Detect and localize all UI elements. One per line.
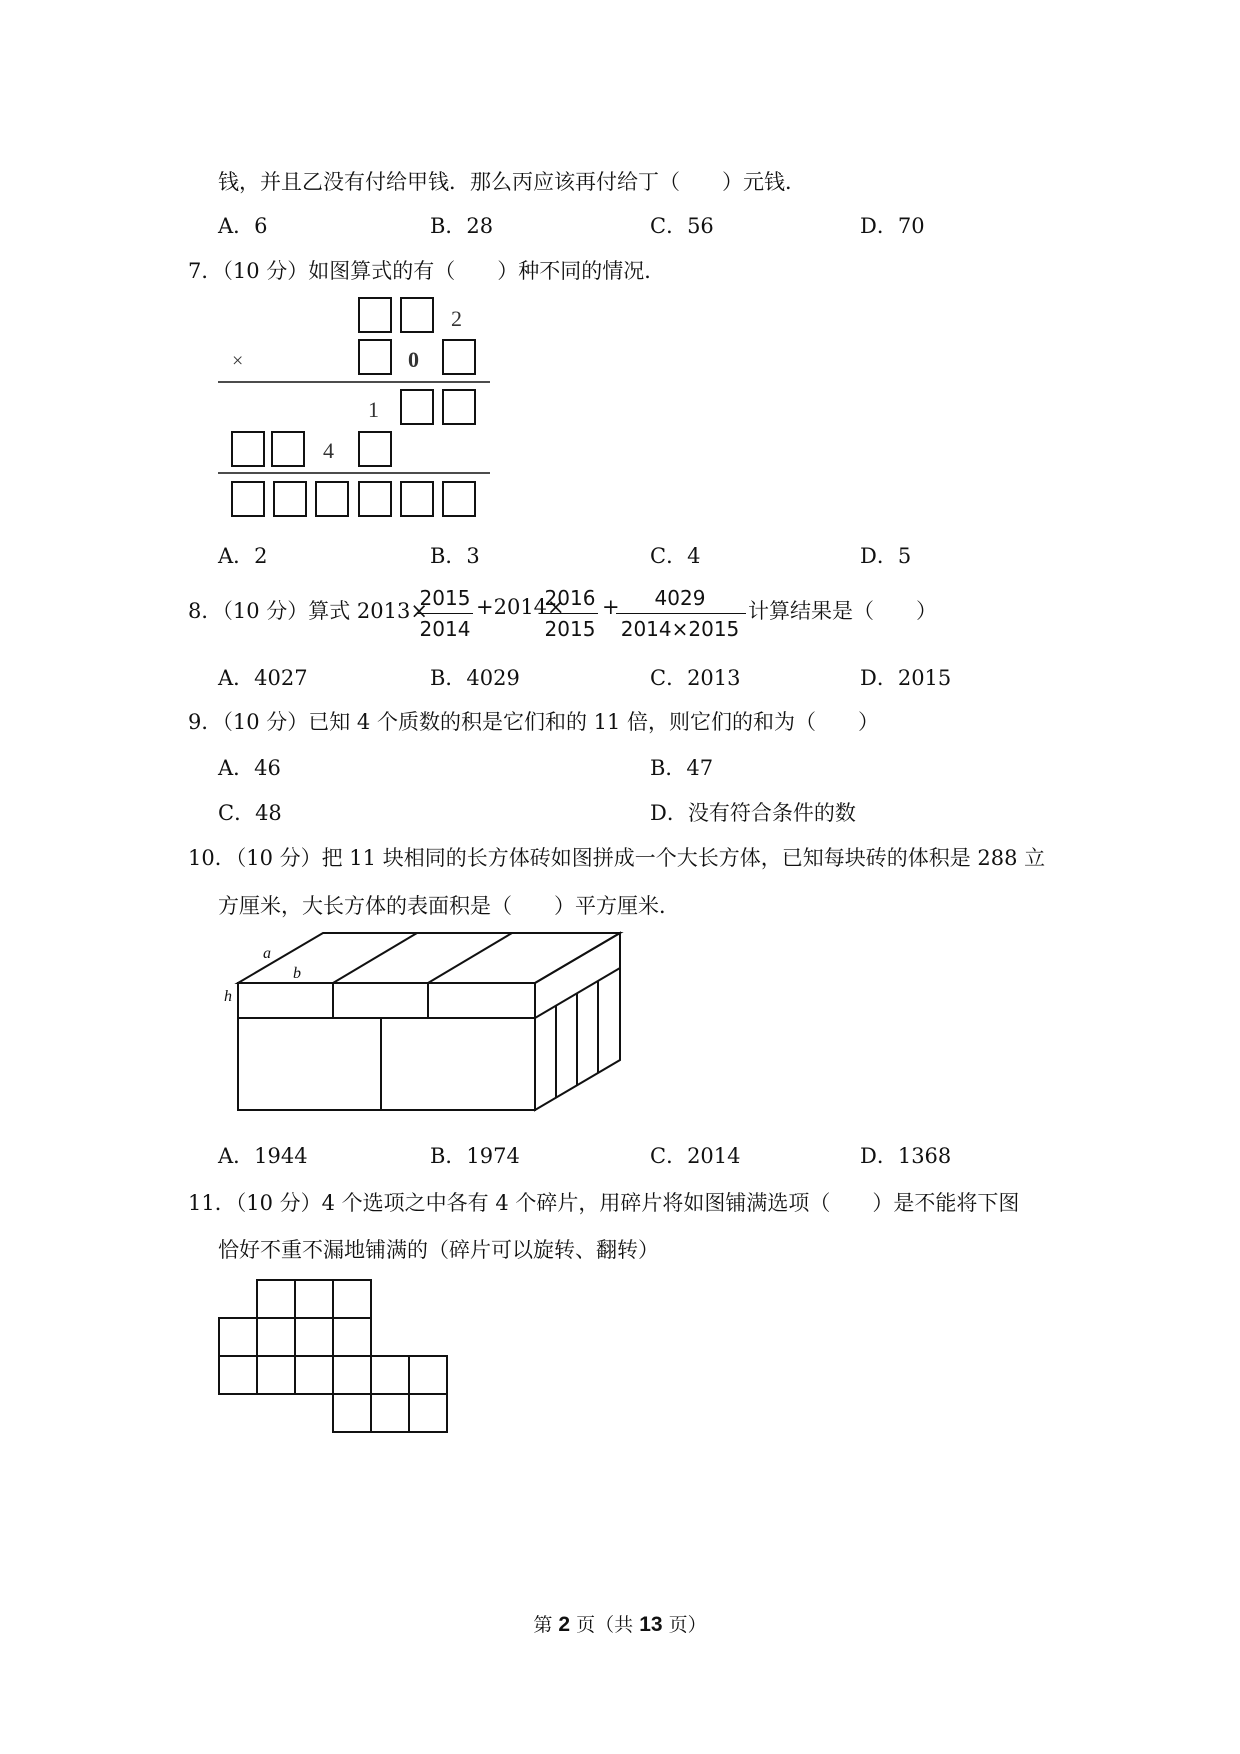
q9-question: 9．（10 分）已知 4 个质数的积是它们和的 11 倍，则它们的和为（ ） (188, 710, 880, 734)
footer-page-number: 2 (558, 1613, 571, 1636)
digit-box (443, 482, 475, 516)
digit-box (401, 298, 433, 332)
q8-fraction2-numerator: 2016 (544, 586, 596, 610)
q6-option-b: B．28 (430, 214, 494, 238)
footer-mid: 页（共 (570, 1614, 640, 1636)
digit-box (359, 340, 391, 374)
footer-total-pages: 13 (639, 1613, 663, 1636)
q6-option-a: A．6 (218, 214, 268, 238)
q7-question: 7．（10 分）如图算式的有（ ）种不同的情况． (188, 259, 666, 283)
q10-question-line1: 10．（10 分）把 11 块相同的长方体砖如图拼成一个大长方体，已知每块砖的体积是 288 立 (188, 846, 1046, 870)
digit-box (232, 432, 264, 466)
q9-option-a: A．46 (218, 756, 281, 780)
q7-multiplication-figure (210, 292, 500, 522)
digit-box (316, 482, 348, 516)
q8-fraction3-denominator: 2014×2015 (620, 617, 740, 641)
q8-fraction3-numerator: 4029 (654, 586, 706, 610)
q7-option-b: B．3 (430, 544, 480, 568)
label-h: h (224, 988, 232, 1005)
q8-prefix: 8．（10 分）算式 2013× (188, 599, 428, 623)
given-digit-1: 1 (368, 397, 379, 422)
given-digit-0: 0 (408, 347, 419, 372)
q6-text-tail: 钱，并且乙没有付给甲钱．那么丙应该再付给丁（ ）元钱． (218, 170, 806, 194)
q8-fraction2-denominator: 2015 (544, 617, 596, 641)
q8-mid1: +2014× (476, 595, 565, 619)
digit-box (359, 482, 391, 516)
footer-post: 页） (662, 1614, 707, 1636)
q6-option-c: C．56 (650, 214, 714, 238)
q8-suffix: 计算结果是（ ） (748, 599, 937, 623)
q10-option-b: B．1974 (430, 1144, 520, 1168)
digit-box (359, 432, 391, 466)
q8-option-d: D．2015 (860, 666, 952, 690)
q9-option-b: B．47 (650, 756, 714, 780)
page-footer (0, 1610, 1240, 1637)
given-digit-2: 2 (451, 306, 462, 331)
digit-box (274, 482, 306, 516)
q8-fraction1-denominator: 2014 (419, 617, 471, 641)
q9-option-c: C．48 (218, 801, 282, 825)
q10-option-c: C．2014 (650, 1144, 741, 1168)
q11-question-line1: 11．（10 分）4 个选项之中各有 4 个碎片，用碎片将如图铺满选项（ ）是不能将下图 (188, 1191, 1020, 1215)
q8-mid2: + (602, 595, 620, 619)
q10-option-a: A．1944 (218, 1144, 308, 1168)
q8-fraction1-bar (417, 613, 473, 614)
q10-option-d: D．1368 (860, 1144, 952, 1168)
q8-fraction1-numerator: 2015 (419, 586, 471, 610)
label-b: b (293, 965, 301, 982)
times-sign: × (232, 350, 244, 372)
digit-box (443, 390, 475, 424)
q6-option-d: D．70 (860, 214, 925, 238)
q7-option-c: C．4 (650, 544, 701, 568)
digit-box (401, 390, 433, 424)
footer-pre: 第 (533, 1614, 559, 1636)
q11-grid-figure (216, 1278, 456, 1438)
given-digit-4: 4 (323, 438, 334, 463)
q8-option-b: B．4029 (430, 666, 520, 690)
q7-option-a: A．2 (218, 544, 268, 568)
q10-brick-box-figure (220, 928, 625, 1118)
digit-box (401, 482, 433, 516)
digit-box (443, 340, 475, 374)
digit-box (232, 482, 264, 516)
q7-option-d: D．5 (860, 544, 912, 568)
label-a: a (263, 945, 271, 962)
q8-fraction3-bar (616, 613, 746, 614)
q8-option-a: A．4027 (218, 666, 308, 690)
q9-option-d: D．没有符合条件的数 (650, 801, 856, 825)
q8-fraction2-bar (542, 613, 598, 614)
q10-question-line2: 方厘米，大长方体的表面积是（ ）平方厘米． (218, 894, 680, 918)
digit-box (272, 432, 304, 466)
digit-box (359, 298, 391, 332)
q8-option-c: C．2013 (650, 666, 741, 690)
q11-question-line2: 恰好不重不漏地铺满的（碎片可以旋转、翻转） (218, 1238, 659, 1262)
